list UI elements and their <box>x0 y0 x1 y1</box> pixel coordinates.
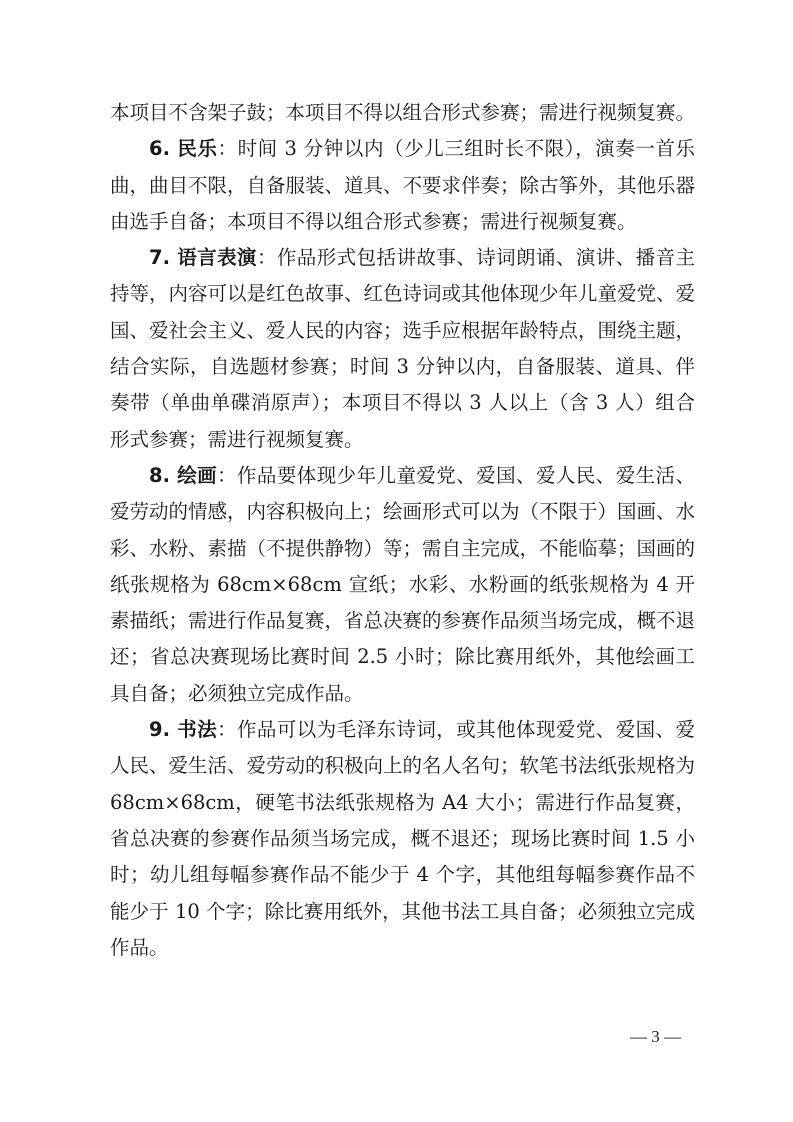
item-heading: 6. 民乐 <box>149 137 218 161</box>
item-heading: 7. 语言表演 <box>149 246 257 270</box>
item-minyue <box>110 131 695 240</box>
continuation-paragraph: 本项目不含架子鼓；本项目不得以组合形式参赛；需进行视频复赛。 <box>110 101 696 124</box>
item-text: ：作品可以为毛泽东诗词，或其他体现爱党、爱国、爱人民、爱生活、爱劳动的积极向上的名人名句；软笔书法纸张规格为 68cm×68cm，硬笔书法纸张规格为 A4 大小；需进行作品复赛，省总决赛的参赛作品须当场完成，概不退还；现场比赛时间 1.5 小时；幼儿组每幅参赛作品不能少于 4 个字，其他组每幅参赛作品不能少于 10 个字；除比赛用纸外，其他书法工具自备；必须独立完成作品。 <box>110 718 696 959</box>
item-painting <box>110 458 695 712</box>
item-text: ：作品形式包括讲故事、诗词朗诵、演讲、播音主持等，内容可以是红色故事、红色诗词或其他体现少年儿童爱党、爱国、爱社会主义、爱人民的内容；选手应根据年龄特点，围绕主题，结合实际，自选题材参赛；时间 3 分钟以内，自备服装、道具、伴奏带（单曲单碟消原声）；本项目不得以 3 人以上（含 3 人）组合形式参赛；需进行视频复赛。 <box>110 246 696 451</box>
document-body <box>110 95 695 966</box>
item-text: ：作品要体现少年儿童爱党、爱国、爱人民、爱生活、爱劳动的情感，内容积极向上；绘画形式可以为（不限于）国画、水彩、水粉、素描（不提供静物）等；需自主完成，不能临摹；国画的纸张规格为 68cm×68cm 宣纸；水彩、水粉画的纸张规格为 4 开素描纸；需进行作品复赛，省总决赛的参赛作品须当场完成，概不退还；省总决赛现场比赛时间 2.5 小时；除比赛用纸外，其他绘画工具自备；必须独立完成作品。 <box>110 463 696 705</box>
item-heading: 9. 书法 <box>149 718 218 742</box>
item-text: ：时间 3 分钟以内（少儿三组时长不限），演奏一首乐曲，曲目不限，自备服装、道具、不要求伴奏；除古筝外，其他乐器由选手自备；本项目不得以组合形式参赛；需进行视频复赛。 <box>110 137 696 233</box>
item-calligraphy <box>110 712 695 966</box>
item-language-performance <box>110 240 695 458</box>
item-heading: 8. 绘画 <box>149 463 218 487</box>
page-number: — 3 — <box>630 1027 681 1046</box>
